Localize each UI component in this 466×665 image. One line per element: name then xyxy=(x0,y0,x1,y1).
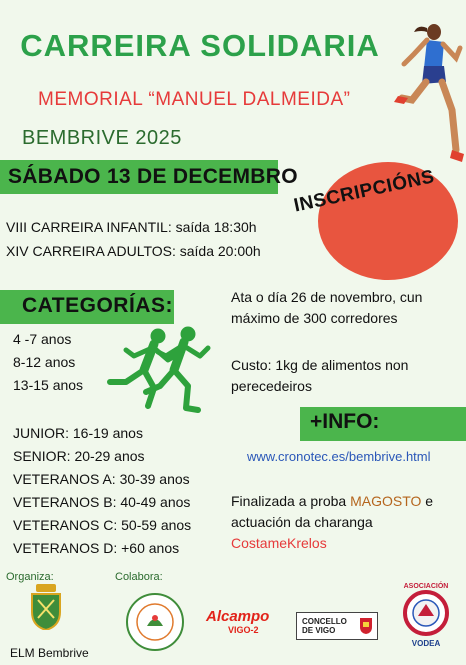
deadline-line-1: Ata o día 26 de novembro, cun xyxy=(231,289,423,305)
alcampo-wordmark: Alcampo xyxy=(206,608,270,625)
bembrive-coat-of-arms-icon xyxy=(28,584,64,630)
event-title: CARREIRA SOLIDARIA xyxy=(20,28,380,63)
race-adultos: XIV CARREIRA ADULTOS: saída 20:00h xyxy=(6,243,261,259)
categories-heading: CATEGORÍAS: xyxy=(22,294,173,317)
colabora-label: Colabora: xyxy=(115,571,163,583)
category-adult-item: VETERANOS C: 50-59 anos xyxy=(13,517,192,533)
festa-logo-icon xyxy=(125,592,185,652)
category-adult-item: JUNIOR: 16-19 anos xyxy=(13,425,143,441)
vodea-emblem-icon xyxy=(403,590,449,636)
finale-text xyxy=(231,491,433,554)
category-youth-item: 4 -7 anos xyxy=(13,331,72,347)
cost-line-2: perecedeiros xyxy=(231,378,312,394)
finale-prefix: Finalizada a proba xyxy=(231,493,351,509)
vodea-wordmark: VODEA xyxy=(411,639,441,648)
alcampo-logo xyxy=(206,608,278,635)
info-url-link[interactable]: www.cronotec.es/bembrive.html xyxy=(247,449,431,464)
vigo-shield-icon xyxy=(359,617,373,635)
alcampo-sub: VIGO-2 xyxy=(228,625,259,635)
category-adult-item: VETERANOS D: +60 anos xyxy=(13,540,180,556)
finale-suffix: e xyxy=(421,493,434,509)
finale-line-1 xyxy=(231,491,433,512)
concello-vigo-logo xyxy=(296,612,378,640)
inscriptions-label: INSCRIPCIÓNS xyxy=(292,166,437,217)
runner-woman-illustration xyxy=(394,18,466,170)
category-youth-item: 13-15 anos xyxy=(13,377,84,393)
organiza-name: ELM Bembrive xyxy=(10,646,89,660)
cost-text xyxy=(231,355,408,397)
concello-line-2: DE VIGO xyxy=(302,626,336,635)
deadline-text xyxy=(231,287,422,329)
runners-silhouette-icon xyxy=(104,326,226,416)
vodea-top-text: ASOCIACIÓN xyxy=(403,583,449,590)
category-adult-item: SENIOR: 20-29 anos xyxy=(13,448,145,464)
organiza-label: Organiza: xyxy=(6,571,54,583)
charanga-name: CostameKrelos xyxy=(231,535,327,551)
vodea-logo xyxy=(394,583,458,648)
race-infantil: VIII CARREIRA INFANTIL: saída 18:30h xyxy=(6,219,257,235)
event-date: SÁBADO 13 DE DECEMBRO xyxy=(8,165,298,188)
category-adult-item: VETERANOS A: 30-39 anos xyxy=(13,471,190,487)
category-adult-item: VETERANOS B: 40-49 anos xyxy=(13,494,191,510)
concello-text xyxy=(302,617,347,635)
event-subtitle: MEMORIAL “MANUEL DALMEIDA” xyxy=(38,89,351,110)
concello-line-1: CONCELLO xyxy=(302,617,347,626)
finale-line-2: actuación da charanga xyxy=(231,514,373,530)
info-heading: +INFO: xyxy=(310,410,380,433)
event-year: BEMBRIVE 2025 xyxy=(22,127,182,149)
cost-line-1: Custo: 1kg de alimentos non xyxy=(231,357,409,373)
magosto-highlight: MAGOSTO xyxy=(350,493,422,509)
category-youth-item: 8-12 anos xyxy=(13,354,76,370)
deadline-line-2: máximo de 300 corredores xyxy=(231,310,398,326)
